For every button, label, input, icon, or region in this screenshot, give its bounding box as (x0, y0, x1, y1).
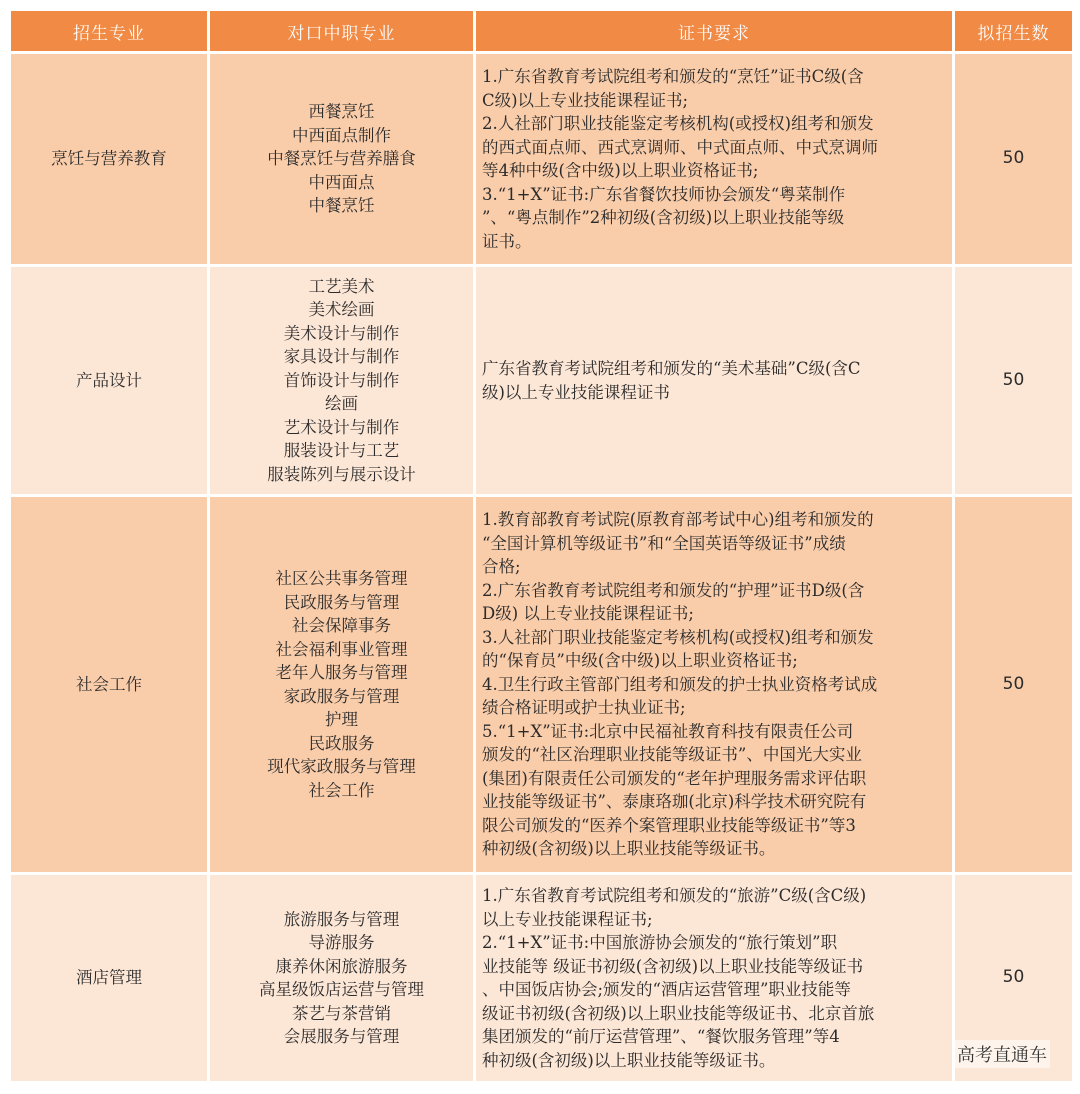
watermark: 高考直通车 (954, 1040, 1050, 1068)
header-planned-enrollment: 拟招生数 (955, 11, 1072, 51)
vocational-major: 首饰设计与制作 (283, 370, 400, 390)
table-row (11, 267, 1072, 494)
table-row (11, 875, 1072, 1081)
certificate-requirements-cell: 1.广东省教育考试院组考和颁发的“烹饪”证书C级(含 C级)以上专业技能课程证书; 2.人社部门职业技能鉴定考核机构(或授权)组考和颁发 的西式面点师、西式烹调师、中式面点师、中式烹调师 等4种中级(含中级)以上职业资格证书; 3.“1+X”证书:广东省餐饮技师协会颁发“粤菜制作 ”、“粤点制作”2种初级(含初级)以上职业技能等级 证书。 (476, 54, 952, 264)
vocational-major: 服装陈列与展示设计 (267, 464, 416, 484)
vocational-major: 会展服务与管理 (283, 1027, 400, 1046)
vocational-major: 导游服务 (308, 933, 375, 952)
header-certificate-requirements: 证书要求 (476, 11, 952, 51)
certificate-requirements-cell: 广东省教育考试院组考和颁发的“美术基础”C级(含C 级)以上专业技能课程证书 (476, 267, 952, 494)
vocational-major: 艺术设计与制作 (283, 417, 400, 437)
vocational-major: 茶艺与茶营销 (292, 1003, 391, 1023)
planned-enrollment-cell: 50 (955, 875, 1072, 1081)
vocational-major: 美术设计与制作 (283, 323, 400, 343)
planned-enrollment-cell: 50 (955, 497, 1072, 872)
vocational-majors-cell (210, 497, 473, 872)
vocational-major: 高星级饭店运营与管理 (259, 980, 424, 999)
vocational-major: 康养休闲旅游服务 (275, 956, 408, 976)
vocational-major: 社会工作 (308, 780, 375, 800)
vocational-major: 民政服务 (308, 733, 375, 753)
planned-enrollment-cell: 50 (955, 54, 1072, 264)
major-cell: 社会工作 (11, 497, 207, 872)
vocational-major: 美术绘画 (308, 300, 375, 320)
vocational-major: 中西面点制作 (292, 125, 391, 145)
enrollment-table-container (8, 8, 1072, 1084)
vocational-major: 服装设计与工艺 (283, 441, 400, 461)
table-header-row (11, 11, 1072, 51)
table-row (11, 497, 1072, 872)
vocational-major: 民政服务与管理 (283, 592, 400, 612)
vocational-major: 护理 (325, 710, 358, 729)
vocational-major: 家政服务与管理 (283, 686, 400, 706)
planned-enrollment-cell: 50 (955, 267, 1072, 494)
vocational-major: 工艺美术 (308, 276, 375, 296)
header-major: 招生专业 (11, 11, 207, 51)
major-cell: 酒店管理 (11, 875, 207, 1081)
header-vocational-major: 对口中职专业 (210, 11, 473, 51)
vocational-majors-cell (210, 54, 473, 264)
vocational-major: 旅游服务与管理 (283, 909, 400, 929)
vocational-major: 社区公共事务管理 (275, 569, 408, 588)
major-cell: 烹饪与营养教育 (11, 54, 207, 264)
vocational-major: 中餐烹饪与营养膳食 (267, 149, 416, 169)
vocational-major: 中餐烹饪 (308, 196, 375, 216)
major-cell: 产品设计 (11, 267, 207, 494)
vocational-major: 家具设计与制作 (283, 347, 400, 367)
certificate-requirements-cell: 1.广东省教育考试院组考和颁发的“旅游”C级(含C级) 以上专业技能课程证书; 2.“1+X”证书:中国旅游协会颁发的“旅行策划”职 业技能等 级证书初级(含初级)以上职业技能等级证书 、中国饭店协会;颁发的“酒店运营管理”职业技能等 级证书初级(含初级)以上职业技能等级证书、北京首旅 集团颁发的“前厅运营管理”、“餐饮服务管理”等4 种初级(含初级)以上职业技能等级证书。 (476, 875, 952, 1081)
certificate-requirements-cell: 1.教育部教育考试院(原教育部考试中心)组考和颁发的 “全国计算机等级证书”和“全国英语等级证书”成绩 合格; 2.广东省教育考试院组考和颁发的“护理”证书D级(含 D级) 以上专业技能课程证书; 3.人社部门职业技能鉴定考核机构(或授权)组考和颁发 的“保育员”中级(含中级)以上职业资格证书; 4.卫生行政主管部门组考和颁发的护士执业资格考试成 绩合格证明或护士执业证书; 5.“1+X”证书:北京中民福祉教育科技有限责任公司 颁发的“社区治理职业技能等级证书”、中国光大实业 (集团)有限责任公司颁发的“老年护理服务需求评估职 业技能等级证书”、泰康珞珈(北京)科学技术研究院有 限公司颁发的“医养个案管理职业技能等级证书”等3 种初级(含初级)以上职业技能等级证书。 (476, 497, 952, 872)
enrollment-table (8, 8, 1075, 1084)
vocational-majors-cell (210, 267, 473, 494)
vocational-major: 西餐烹饪 (308, 102, 375, 122)
vocational-major: 社会福利事业管理 (275, 639, 408, 659)
vocational-major: 绘画 (325, 394, 358, 414)
vocational-major: 社会保障事务 (292, 616, 391, 635)
vocational-major: 现代家政服务与管理 (267, 757, 416, 776)
vocational-majors-cell (210, 875, 473, 1081)
vocational-major: 中西面点 (308, 172, 375, 192)
table-row (11, 54, 1072, 264)
vocational-major: 老年人服务与管理 (275, 663, 408, 682)
